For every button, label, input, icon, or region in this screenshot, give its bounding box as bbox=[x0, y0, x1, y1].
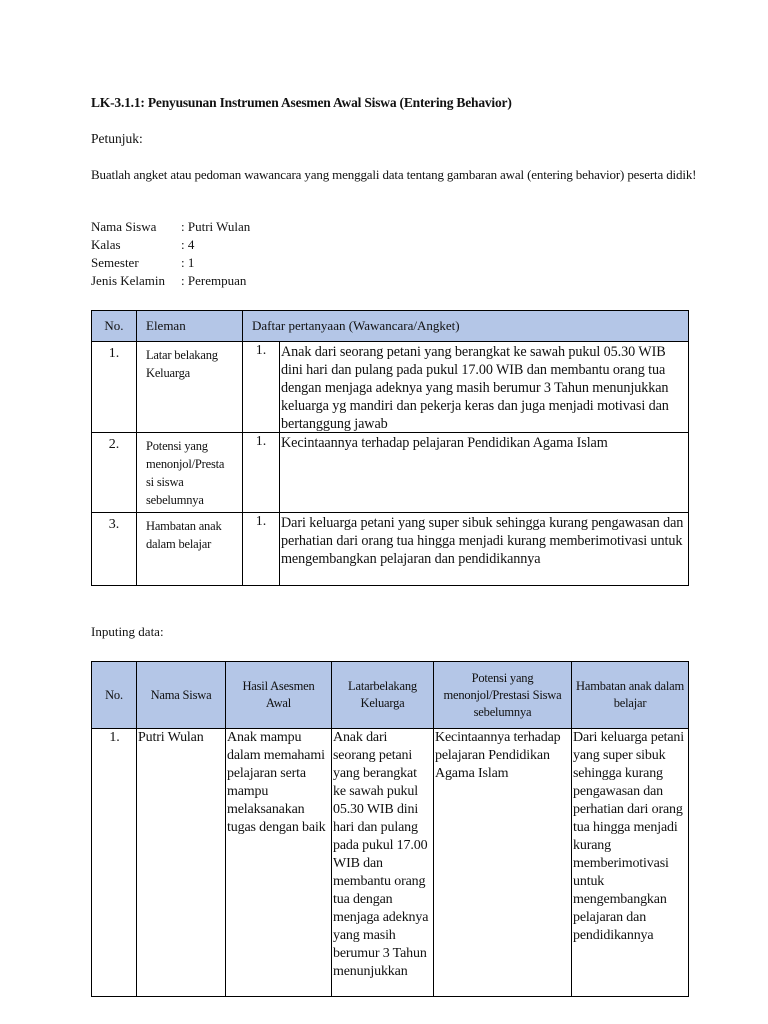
info-label: Kalas bbox=[91, 237, 121, 252]
cell-hambatan: Dari keluarga petani yang super sibuk sehingga kurang pengawasan dan perhatian dari orang tua hingga menjadi kurang memberimotivasi untuk mengembangkan pelajaran dan pendidikannya bbox=[572, 729, 689, 997]
data-table bbox=[91, 661, 689, 997]
info-row-jenis-kelamin bbox=[91, 272, 250, 290]
row-number: 1. bbox=[92, 342, 137, 433]
question-number: 1. bbox=[255, 434, 267, 449]
col-header-latar: Latarbelakang Keluarga bbox=[332, 662, 434, 729]
col-header-elemen: Eleman bbox=[137, 311, 243, 342]
petunjuk-label: Petunjuk: bbox=[91, 131, 143, 146]
question-number: 1. bbox=[255, 514, 267, 529]
row-question-cell bbox=[243, 513, 689, 586]
student-info bbox=[91, 218, 250, 290]
row-question-cell bbox=[243, 433, 689, 513]
info-value: : Putri Wulan bbox=[181, 219, 251, 234]
cell-no: 1. bbox=[92, 729, 137, 997]
cell-hasil: Anak mampu dalam memahami pelajaran serta mampu melaksanakan tugas dengan baik bbox=[226, 729, 332, 997]
question-number: 1. bbox=[255, 343, 267, 358]
col-header-potensi: Potensi yang menonjol/Prestasi Siswa sebelumnya bbox=[434, 662, 572, 729]
col-header-no: No. bbox=[92, 662, 137, 729]
table-header-row bbox=[92, 311, 689, 342]
info-value: : 1 bbox=[181, 255, 195, 270]
cell-potensi: Kecintaannya terhadap pelajaran Pendidikan Agama Islam bbox=[434, 729, 572, 997]
row-number: 2. bbox=[92, 433, 137, 513]
info-value: : Perempuan bbox=[181, 273, 247, 288]
question-text: Kecintaannya terhadap pelajaran Pendidikan Agama Islam bbox=[279, 433, 688, 512]
table-row bbox=[92, 729, 689, 997]
row-question-cell bbox=[243, 342, 689, 433]
col-header-no: No. bbox=[92, 311, 137, 342]
inputing-label: Inputing data: bbox=[91, 624, 164, 639]
question-table bbox=[91, 310, 689, 586]
row-elemen: Potensi yang menonjol/Presta si siswa sebelumnya bbox=[137, 433, 243, 513]
table-row bbox=[92, 513, 689, 586]
question-text: Anak dari seorang petani yang berangkat ke sawah pukul 05.30 WIB dini hari dan pulang pada pukul 17.00 WIB dan membantu orang tua dengan menjaga adeknya yang masih berumur 3 Tahun menunjukkan keluarga yg mandiri dan pekerja keras dan juga menjadi motivasi dan bertanggung jawab bbox=[279, 342, 688, 432]
cell-latar: Anak dari seorang petani yang berangkat ke sawah pukul 05.30 WIB dini hari dan pulang pada pukul 17.00 WIB dan membantu orang tua dengan menjaga adeknya yang masih berumur 3 Tahun menunjukkan bbox=[332, 729, 434, 997]
row-elemen: Hambatan anak dalam belajar bbox=[137, 513, 243, 586]
info-label: Nama Siswa bbox=[91, 219, 157, 234]
cell-nama: Putri Wulan bbox=[137, 729, 226, 997]
table-header-row bbox=[92, 662, 689, 729]
col-header-hambatan: Hambatan anak dalam belajar bbox=[572, 662, 689, 729]
info-row-nama bbox=[91, 218, 250, 236]
info-row-kelas bbox=[91, 236, 250, 254]
col-header-hasil: Hasil Asesmen Awal bbox=[226, 662, 332, 729]
table-row bbox=[92, 342, 689, 433]
col-header-pertanyaan: Daftar pertanyaan (Wawancara/Angket) bbox=[243, 311, 689, 342]
info-row-semester bbox=[91, 254, 250, 272]
document-title: LK-3.1.1: Penyusunan Instrumen Asesmen Awal Siswa (Entering Behavior) bbox=[91, 95, 512, 110]
col-header-nama: Nama Siswa bbox=[137, 662, 226, 729]
instruction-text: Buatlah angket atau pedoman wawancara yang menggali data tentang gambaran awal (entering behavior) peserta didik! bbox=[91, 167, 697, 182]
table-row bbox=[92, 433, 689, 513]
row-number: 3. bbox=[92, 513, 137, 586]
info-label: Jenis Kelamin bbox=[91, 273, 166, 288]
question-text: Dari keluarga petani yang super sibuk sehingga kurang pengawasan dan perhatian dari orang tua hingga menjadi kurang memberimotivasi untuk mengembangkan pelajaran dan pendidikannya bbox=[279, 513, 688, 585]
info-value: : 4 bbox=[181, 237, 195, 252]
info-label: Semester bbox=[91, 255, 139, 270]
row-elemen: Latar belakang Keluarga bbox=[137, 342, 243, 433]
